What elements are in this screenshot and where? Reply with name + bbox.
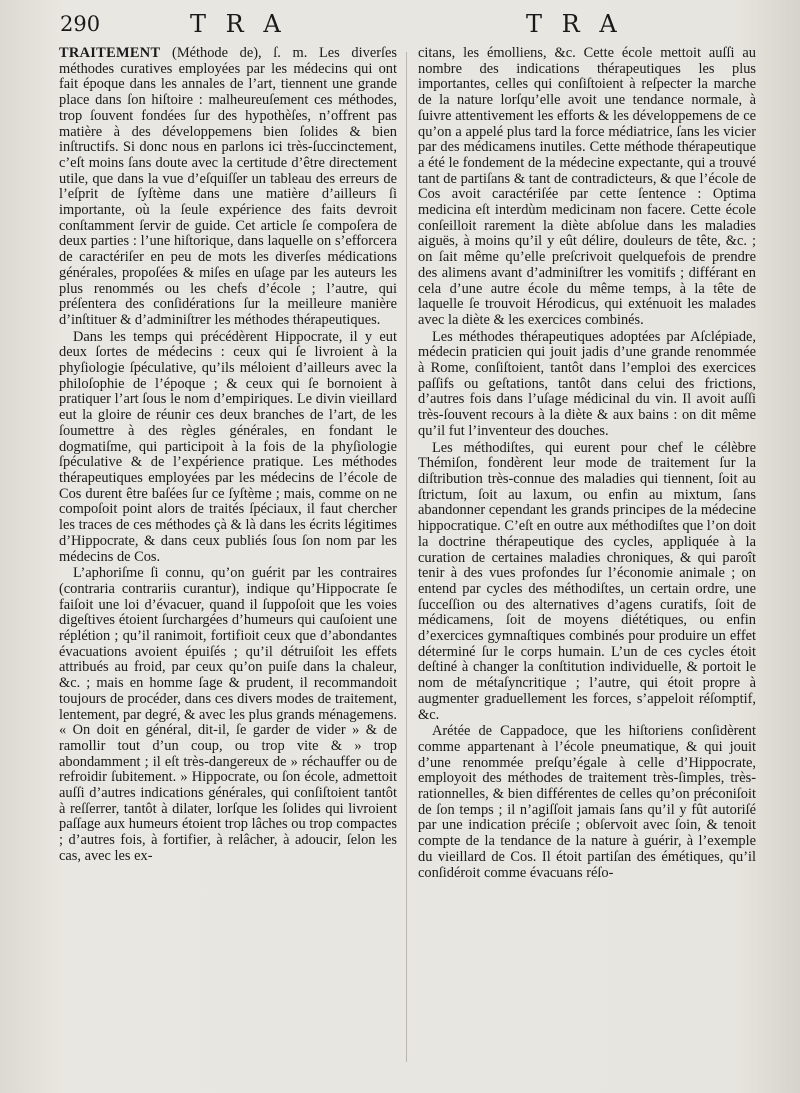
left-column	[59, 46, 397, 1076]
paragraph-text: (Méthode de), ſ. m. Les diverſes méthodes curatives employées par les médecins qui ont fait époque dans les annales de l’art, tiennent une grande place dans ſon hiſtoire : malheureuſement ces méthodes, trop ſouvent fondées ſur des hypothèſes, n’offrent pas matière à des développemens bien ſolides & bien inſtructifs. Si donc nous en parlons ici très-ſuccinctement, c’eſt moins ſans doute avec la certitude d’être directement utile, que dans la vue d’eſquiſſer un tableau des erreurs de l’eſprit de ſyſtème dans une matière d’ailleurs ſi importante, où la ſeule expérience des faits devroit conſtamment ſervir de guide. Cet article ſe compoſera de deux parties : l’une hiſtorique, dans laquelle on s’efforcera de caractériſer en peu de mots les diverſes médications générales, propoſées & miſes en uſage par les auteurs les plus renommés ou les chefs d’école ; l’autre, qui préſentera des conſidérations ſur la meilleure manière d’inſtituer & d’adminiſtrer les méthodes thérapeutiques.	[59, 46, 397, 328]
running-head-right: T R A	[526, 10, 623, 38]
paragraph: L’aphoriſme ſi connu, qu’on guérit par les contraires (contraria contrariis curantur), indique qu’Hippocrate ſe faiſoit une loi d’évacuer, quand il ſuppoſoit que les voies digeſtives étoient ſurchargées d’humeurs qui cauſoient une réplétion ; qu’il ranimoit, fortifioit ceux que d’abondantes évacuations avoient épuiſés ; qu’il détruiſoit les effets attribués au froid, par ceux qu’on puiſe dans la chaleur, &c. ; mais en homme ſage & prudent, il recommandoit toujours de procéder, dans ces divers modes de traitement, lentement, par degré, & avec les plus grands ménagemens. « On doit en général, dit-il, ſe garder de vider » & de ramollir tout d’un coup, ou trop vite & » trop abondamment ; il eſt très-dangereux de » réchauffer ou de refroidir ſubitement. » Hippocrate, ou ſon école, admettoit auſſi d’autres indications générales, qui conſiſtoient tantôt à reſſerrer, tantôt à dilater, lorſque les ſolides qui livroient paſſage aux humeurs étoient trop lâches ou trop compactes ; d’autres fois, à fortifier, à relâcher, à adoucir, ſelon les cas, avec les ex-	[59, 565, 397, 864]
right-column	[418, 46, 756, 1076]
page-number: 290	[60, 12, 101, 36]
column-divider	[406, 52, 407, 1062]
running-head-left: T R A	[190, 10, 287, 38]
paragraph	[59, 46, 397, 329]
page-header	[0, 10, 800, 42]
paragraph: Les méthodes thérapeutiques adoptées par Aſclépiade, médecin praticien qui jouit jadis d’une grande renommée à Rome, conſiſtoient, tantôt dans l’emploi des exercices paſſifs ou geſtations, tantôt dans celui des frictions, d’autres fois dans l’uſage médicinal du vin. Il avoit auſſi très-ſouvent recours à la diète & aux bains : on dit même qu’il fut l’inventeur des douches.	[418, 328, 756, 439]
paragraph: Dans les temps qui précédèrent Hippocrate, il y eut deux ſortes de médecins : ceux qui ſe livroient à la phyſiologie ſpéculative, qu’ils méloient d’ailleurs avec la philoſophie de l’époque ; & ceux qui ſe bornoient à pratiquer l’art ſous le nom d’empiriques. Le divin vieillard eut la gloire de réunir ces deux branches de l’art, de les ſoumettre à des règles générales, en fondant le dogmatiſme, qui participoit à la fois de la phyſiologie ſpéculative & de l’expérience pratique. Les méthodes thérapeutiques employées par les médecins de l’école de Cos durent être baſées ſur ce ſyſtème ; mais, comme on ne compoſoit point alors de traités ſpéciaux, il faut chercher les traces de ces méthodes çà & là dans les écrits légitimes d’Hippocrate, & dans ceux publiés ſous ſon nom par les médecins de Cos.	[59, 328, 397, 565]
paragraph: Arétée de Cappadoce, que les hiſtoriens conſidèrent comme appartenant à l’école pneumatique, & qui jouit d’une renommée preſqu’égale à celle d’Hippocrate, employoit des méthodes de traitement très-ſimples, très-rationnelles, & bien différentes de celles qu’on préconiſoit de ſon temps ; il n’agiſſoit jamais ſans qu’il y fût autoriſé par une indication préciſe ; obſervoit avec ſoin, & tenoit compte de la tendance de la nature à guérir, à l’exemple du vieillard de Cos. Il étoit partiſan des émétiques, qu’il conſidéroit comme évacuans réſo-	[418, 723, 756, 881]
paragraph: Les méthodiſtes, qui eurent pour chef le célèbre Thémiſon, fondèrent leur mode de traitement ſur la diſtribution très-connue des maladies qui tiennent, ſoit au ſtrictum, ſoit au laxum, ou enfin au mixtum, ſans abandonner cependant les grands principes de la médecine hippocratique. C’eſt en outre aux méthodiſtes que l’on doit la doctrine thérapeutique des cycles, appliquée à la curation de certaines maladies chroniques, & qui paroît tenir à des vues profondes ſur l’économie animale ; on entend par cycles des méthodiſtes, un certain ordre, une ſucceſſion ou des alternatives d’agens curatifs, ſoit de médicamens, ſoit de moyens diététiques, ou enfin d’exercices gymnaſtiques combinés pour produire un effet déterminé ſur le corps humain. L’un de ces cycles étoit deſtiné à changer la conſtitution individuelle, & portoit le nom de métaſyncritique ; l’autre, qui étoit propre à augmenter graduellement les forces, s’appeloit réſomptif, &c.	[418, 439, 756, 723]
paragraph: citans, les émolliens, &c. Cette école mettoit auſſi au nombre des indications thérapeutiques les plus importantes, celles qui conſiſtoient à reſpecter la marche de la nature lorſqu’elle avoit une tendance normale, à ſuivre attentivement les efforts & les développemens de ce qu’on a appelé plus tard la force médiatrice, ſans les vicier par des médicamens inutiles. Cette méthode thérapeutique a été le fondement de la médecine expectante, qui a trouvé tant de partiſans & tant de contradicteurs, & que l’école de Cos avoit caractériſée par cette ſentence : Optima medicina eſt interdùm medicinam non facere. Cette école conſeilloit rarement la diète abſolue dans les maladies aiguës, à moins qu’il y eût délire, douleurs de tête, &c. ; on ſait même qu’elle preſcrivoit quelquefois de prendre des alimens avant d’adminiſtrer les vomitifs ; différant en cela d’une autre école du même temps, à la tête de laquelle ſe trouvoit Hérodicus, qui exténuoit les malades avec la diète & les exercices combinés.	[418, 46, 756, 328]
entry-headword: TRAITEMENT	[59, 46, 161, 61]
